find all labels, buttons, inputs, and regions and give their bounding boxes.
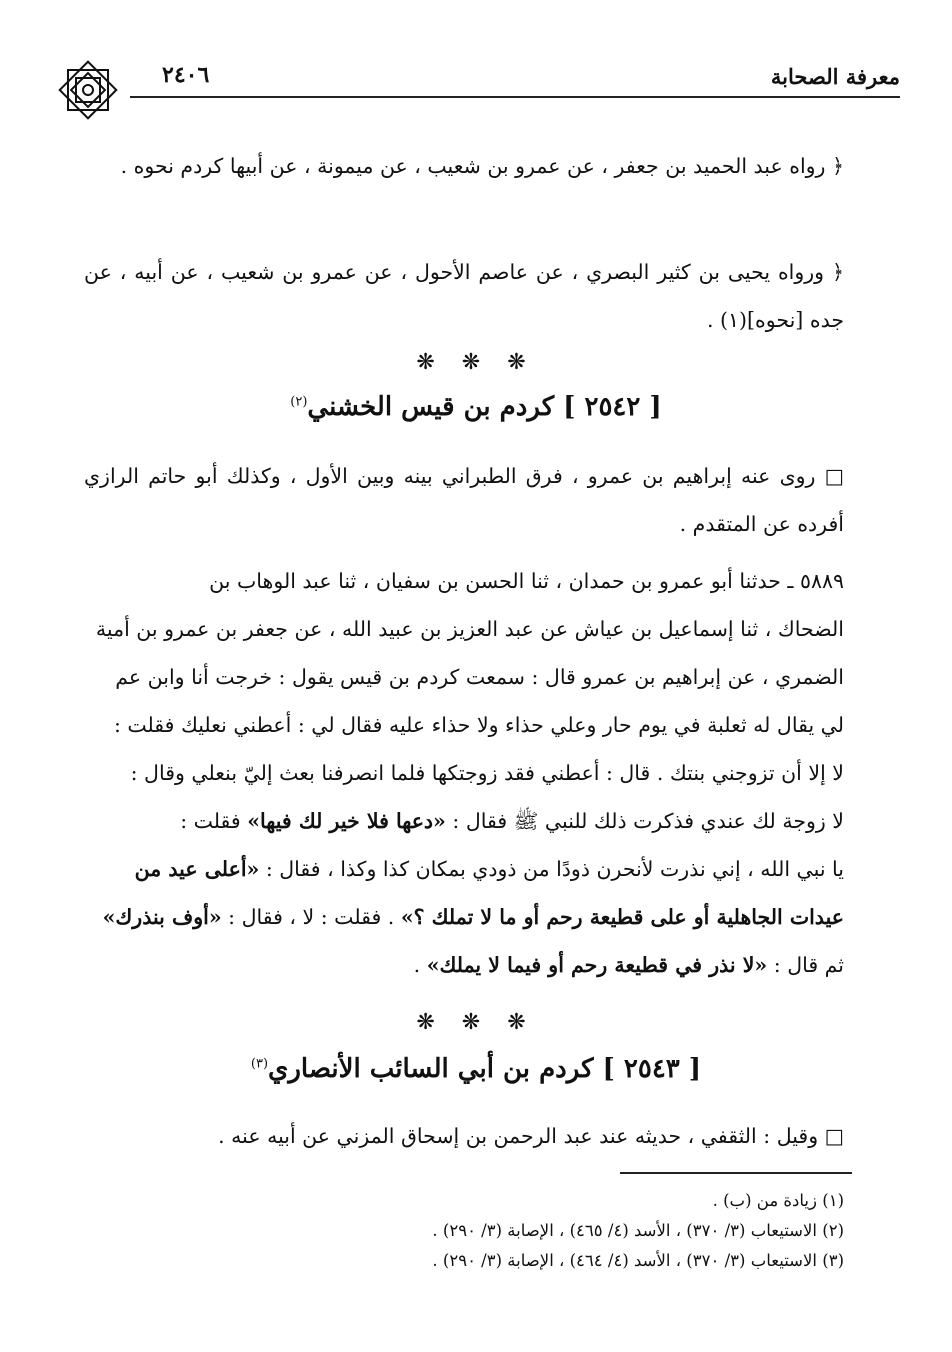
- text-line: لا إلا أن تزوجني بنتك . قال : أعطني فقد زوجتكها فلما انصرفنا بعث إليّ بنعلي وقال :: [130, 761, 844, 785]
- text-segment: .: [413, 953, 427, 977]
- entry-intro-2542: □ روى عنه إبراهيم بن عمرو ، فرق الطبراني بينه وبين الأول ، وكذلك أبو حاتم الرازي أفرده عن المتقدم .: [84, 464, 844, 536]
- footnote-1: (١) زيادة من (ب) .: [712, 1191, 844, 1210]
- footnote-ref: (٣): [250, 1056, 269, 1072]
- text-line: [84, 893, 844, 941]
- text-line: [84, 797, 844, 845]
- footnote-ref: (٢): [290, 394, 308, 410]
- paragraph-narration-1: ﴿ رواه عبد الحميد بن جعفر ، عن عمرو بن شعيب ، عن ميمونة ، عن أبيها كردم نحوه .: [120, 154, 844, 178]
- entry-heading-text: [ ٢٥٤٣ ] كردم بن أبي السائب الأنصاري: [268, 1054, 702, 1084]
- text-line: ٥٨٨٩ ـ حدثنا أبو عمرو بن حمدان ، ثنا الحسن بن سفيان ، ثنا عبد الوهاب بن: [209, 569, 844, 593]
- prophet-quote: عيدات الجاهلية أو على قطيعة رحم أو ما لا تملك ؟»: [400, 905, 844, 929]
- prophet-quote: «أوف بنذرك»: [102, 905, 222, 929]
- text-segment: ثم قال :: [767, 953, 844, 977]
- star-ornament-icon: [50, 52, 126, 128]
- section-separator: ❋ ❋ ❋: [416, 350, 536, 375]
- book-title: معرفة الصحابة: [770, 64, 900, 89]
- text-line: [84, 845, 844, 893]
- text-line: الضمري ، عن إبراهيم بن عمرو قال : سمعت كردم بن قيس يقول : خرجت أنا وابن عم: [115, 665, 844, 689]
- text-line: الضحاك ، ثنا إسماعيل بن عياش عن عبد العزيز بن عبيد الله ، عن جعفر بن عمرو بن أمية: [95, 617, 844, 641]
- entry-heading-2542: [0, 392, 952, 422]
- footnote-2: (٢) الاستيعاب (٣/ ٣٧٠) ، الأسد (٤/ ٤٦٥) ، الإصابة (٣/ ٢٩٠) .: [432, 1221, 844, 1240]
- text-segment: يا نبي الله ، إني نذرت لأنحرن ذودًا من ذودي بمكان كذا وكذا ، فقال :: [259, 857, 844, 881]
- prophet-quote: «دعها فلا خير لك فيها»: [247, 809, 446, 833]
- entry-heading-text: [ ٢٥٤٢ ] كردم بن قيس الخشني: [307, 392, 662, 422]
- prophet-quote: «أعلى عيد من: [134, 857, 260, 881]
- header-rule: [130, 96, 900, 98]
- text-segment: لا زوجة لك عندي فذكرت ذلك للنبي ﷺ فقال :: [445, 809, 844, 833]
- page-number: ٢٤٠٦: [162, 62, 210, 88]
- hadith-5889: [84, 557, 844, 989]
- footnote-rule: [620, 1172, 852, 1174]
- text-segment: فقلت :: [180, 809, 248, 833]
- page-header: [50, 58, 900, 104]
- text-segment: . فقلت : لا ، فقال :: [221, 905, 401, 929]
- entry-intro-2543: □ وقيل : الثقفي ، حديثه عند عبد الرحمن بن إسحاق المزني عن أبيه عنه .: [218, 1124, 844, 1148]
- text-line: لي يقال له ثعلبة في يوم حار وعلي حذاء ولا حذاء عليه فقال لي : أعطني نعليك فقلت :: [113, 713, 844, 737]
- prophet-quote: «لا نذر في قطيعة رحم أو فيما لا يملك»: [426, 953, 768, 977]
- section-separator: ❋ ❋ ❋: [416, 1010, 536, 1035]
- footnote-3: (٣) الاستيعاب (٣/ ٣٧٠) ، الأسد (٤/ ٤٦٤) ، الإصابة (٣/ ٢٩٠) .: [432, 1251, 844, 1270]
- paragraph-narration-2: ﴿ ورواه يحيى بن كثير البصري ، عن عاصم الأحول ، عن عمرو بن شعيب ، عن أبيه ، عن جده [نحوه](١) .: [84, 260, 844, 332]
- text-line: [84, 941, 844, 989]
- entry-heading-2543: [0, 1054, 952, 1084]
